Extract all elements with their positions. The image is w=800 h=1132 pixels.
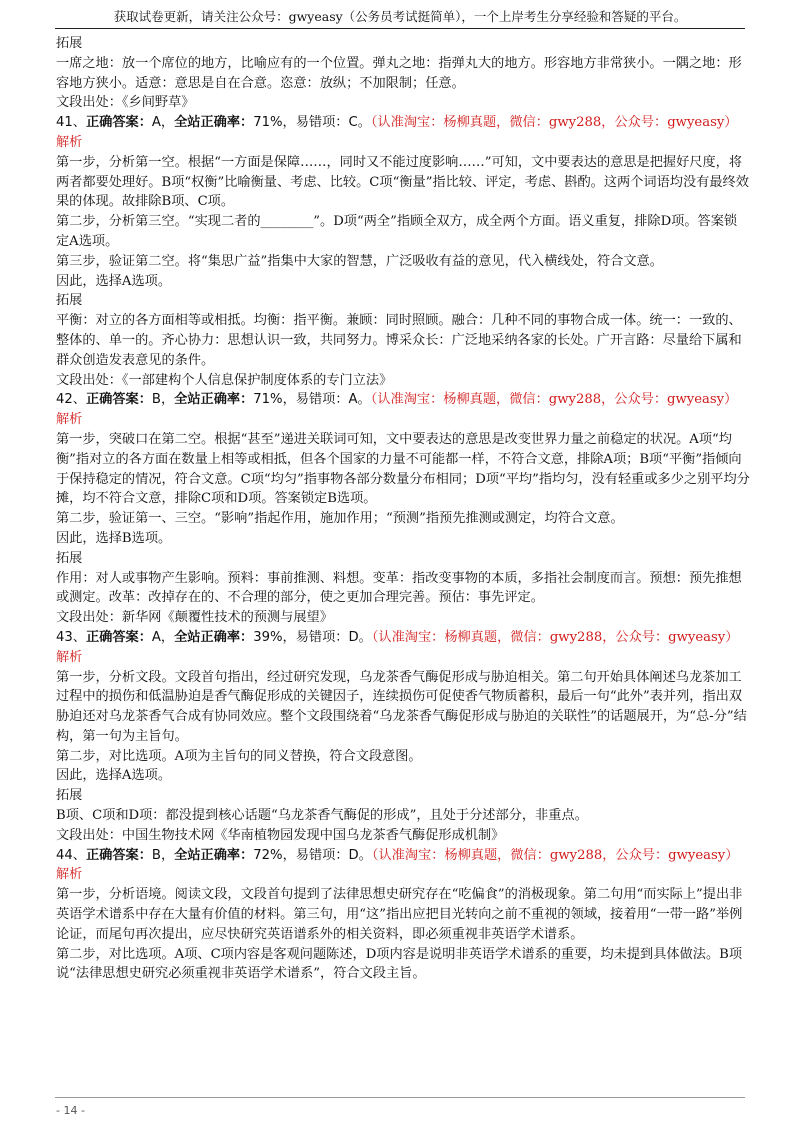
question-43-analysis-heading: 解析 [56, 649, 83, 665]
answer-value: A， [151, 115, 175, 131]
page-header: 获取试卷更新，请关注公众号：gwyeasy（公务员考试挺简单），一个上岸考生分享经验和答疑的平台。 [113, 9, 687, 24]
header-divider [55, 28, 745, 29]
question-41-analysis-heading: 解析 [56, 134, 83, 150]
question-number: 43、 [56, 629, 86, 645]
rate-label: 全站正确率： [174, 629, 254, 645]
question-44-answer-line [56, 846, 750, 866]
analysis-paragraph: 第三步，验证第二空。将“集思广益”指集中大家的智慧，广泛吸收有益的意见，代入横线处，符合文意。 [56, 253, 663, 269]
promo-text: （认准淘宝：杨柳真题，微信：gwy288，公众号：gwyeasy） [371, 847, 739, 863]
promo-text: （认准淘宝：杨柳真题，微信：gwy288，公众号：gwyeasy） [370, 392, 738, 408]
rate-label: 全站正确率： [174, 392, 254, 408]
answer-value: A， [151, 629, 175, 645]
question-41-expand-heading: 拓展 [56, 293, 83, 309]
rate-value: 72%，易错项：D。 [253, 847, 372, 863]
answer-label: 正确答案： [85, 115, 152, 131]
analysis-paragraph: 第二步，对比选项。A项、C项内容是客观问题陈述，D项内容是说明非英语学术谱系的重要，均未提到具体做法。B项说“法律思想史研究必须重视非英语学术谱系”，符合文段主旨。 [56, 946, 743, 982]
rate-value: 39%，易错项：D。 [253, 629, 372, 645]
rate-label: 全站正确率： [174, 847, 254, 863]
intro-line: 一席之地：放一个席位的地方，比喻应有的一个位置。弹丸之地：指弹丸大的地方。形容地方非常狭小。一隅之地：形容地方狭小。适意：意思是自在合意。恣意：放纵；不加限制；任意。 [56, 55, 742, 91]
answer-value: B， [151, 392, 175, 408]
footer-divider [55, 1097, 745, 1098]
rate-value: 71%，易错项：A。 [253, 392, 371, 408]
expand-paragraph: B项、C项和D项：都没提到核心话题“乌龙茶香气酶促的形成”，且处于分述部分，非重点。 [56, 808, 588, 824]
question-42-answer-line [56, 390, 750, 410]
expand-paragraph: 作用：对人或事物产生影响。预料：事前推测、料想。变革：指改变事物的本质，多指社会制度而言。预想：预先推想或测定。改革：改掉存在的、不合理的部分，使之更加合理完善。预估：事先评定。 [56, 570, 742, 606]
analysis-paragraph: 第一步，突破口在第二空。根据“甚至”递进关联词可知，文中要表达的意思是改变世界力量之前稳定的状况。A项“均衡”指对立的各方面在数量上相等或相抵，但各个国家的力量不可能都一样，不符合文意，排除A项；B项“平衡”指倾向于保持稳定的情况，符合文意。C项“均匀”指事物各部分数量分布相同；D项“平均”指均匀，没有轻重或多少之别平均分摊，均不符合文意，排除C项和D项。答案锁定B选项。 [56, 431, 750, 507]
expand-source: 文段出处：中国生物技术网《华南植物园发现中国乌龙茶香气酶促形成机制》 [56, 827, 505, 843]
answer-value: B， [151, 847, 175, 863]
question-44-analysis-heading: 解析 [56, 867, 83, 883]
rate-value: 71%，易错项：C。 [253, 115, 371, 131]
page-number: - 14 - [56, 1104, 85, 1117]
answer-label: 正确答案： [85, 392, 152, 408]
analysis-paragraph: 因此，选择B选项。 [56, 530, 172, 546]
analysis-paragraph: 第一步，分析第一空。根据“一方面是保障……，同时又不能过度影响……”可知，文中要表达的意思是把握好尺度，将两者都要处理好。B项“权衡”比喻衡量、考虑、比较。C项“衡量”指比较、评定，考虑、斟酌。这两个词语均没有最终效果的体现。故排除B项、C项。 [56, 154, 749, 210]
rate-label: 全站正确率： [174, 115, 254, 131]
promo-text: （认准淘宝：杨柳真题，微信：gwy288，公众号：gwyeasy） [371, 629, 739, 645]
analysis-paragraph: 第一步，分析文段。文段首句指出，经过研究发现，乌龙茶香气酶促形成与胁迫相关。第二句开始具体阐述乌龙茶加工过程中的损伤和低温胁迫是香气酶促形成的关键因子，连续损伤可促使香气物质蓄积，最后一句“此外”表并列，指出双胁迫还对乌龙茶香气合成有协同效应。整个文段围绕着“乌龙茶香气酶促形成与胁迫的关联性”的话题展开，为“总-分”结构，第一句为主旨句。 [56, 669, 747, 744]
question-number: 42、 [56, 392, 86, 408]
page-content [56, 34, 750, 984]
intro-source: 文段出处：《乡间野草》 [56, 95, 195, 111]
answer-label: 正确答案： [85, 629, 152, 645]
expand-source: 文段出处：《一部建构个人信息保护制度体系的专门立法》 [56, 372, 393, 388]
analysis-paragraph: 因此，选择A选项。 [56, 768, 172, 784]
intro-heading: 拓展 [56, 36, 83, 51]
question-number: 41、 [56, 115, 86, 131]
question-42-analysis-heading: 解析 [56, 412, 83, 428]
promo-text: （认准淘宝：杨柳真题，微信：gwy288，公众号：gwyeasy） [370, 115, 738, 131]
question-number: 44、 [56, 847, 86, 863]
analysis-paragraph: 因此，选择A选项。 [56, 273, 172, 289]
question-43-answer-line [56, 628, 750, 648]
analysis-paragraph: 第二步，验证第一、三空。“影响”指起作用，施加作用；“预测”指预先推测或测定，均符合文意。 [56, 511, 624, 527]
question-41-answer-line [56, 113, 750, 133]
expand-source: 文段出处：新华网《颠覆性技术的预测与展望》 [56, 610, 333, 626]
answer-label: 正确答案： [85, 847, 152, 863]
expand-paragraph: 平衡：对立的各方面相等或相抵。均衡：指平衡。兼顾：同时照顾。融合：几种不同的事物合成一体。统一：一致的、整体的、单一的。齐心协力：思想认识一致，共同努力。博采众长：广泛地采纳各家的长处。广开言路：尽量给下属和群众创造发表意见的条件。 [56, 313, 742, 368]
analysis-paragraph: 第二步，对比选项。A项为主旨句的同义替换，符合文段意图。 [56, 748, 422, 764]
question-43-expand-heading: 拓展 [56, 788, 83, 804]
question-42-expand-heading: 拓展 [56, 550, 83, 566]
analysis-paragraph: 第二步，分析第三空。“实现二者的________”。D项“两全”指顾全双方，成全两个方面。语义重复，排除D项。答案锁定A选项。 [56, 214, 738, 249]
analysis-paragraph: 第一步，分析语境。阅读文段，文段首句提到了法律思想史研究存在“吃偏食”的消极现象。第二句用“而实际上”提出非英语学术谱系中存在大量有价值的材料。第三句，用“这”指出应把目光转向之前不重视的领域，接着用“一带一路”举例论证，而尾句再次提出，应尽快研究英语谱系外的相关资料，即必须重视非英语学术谱系。 [56, 887, 743, 942]
